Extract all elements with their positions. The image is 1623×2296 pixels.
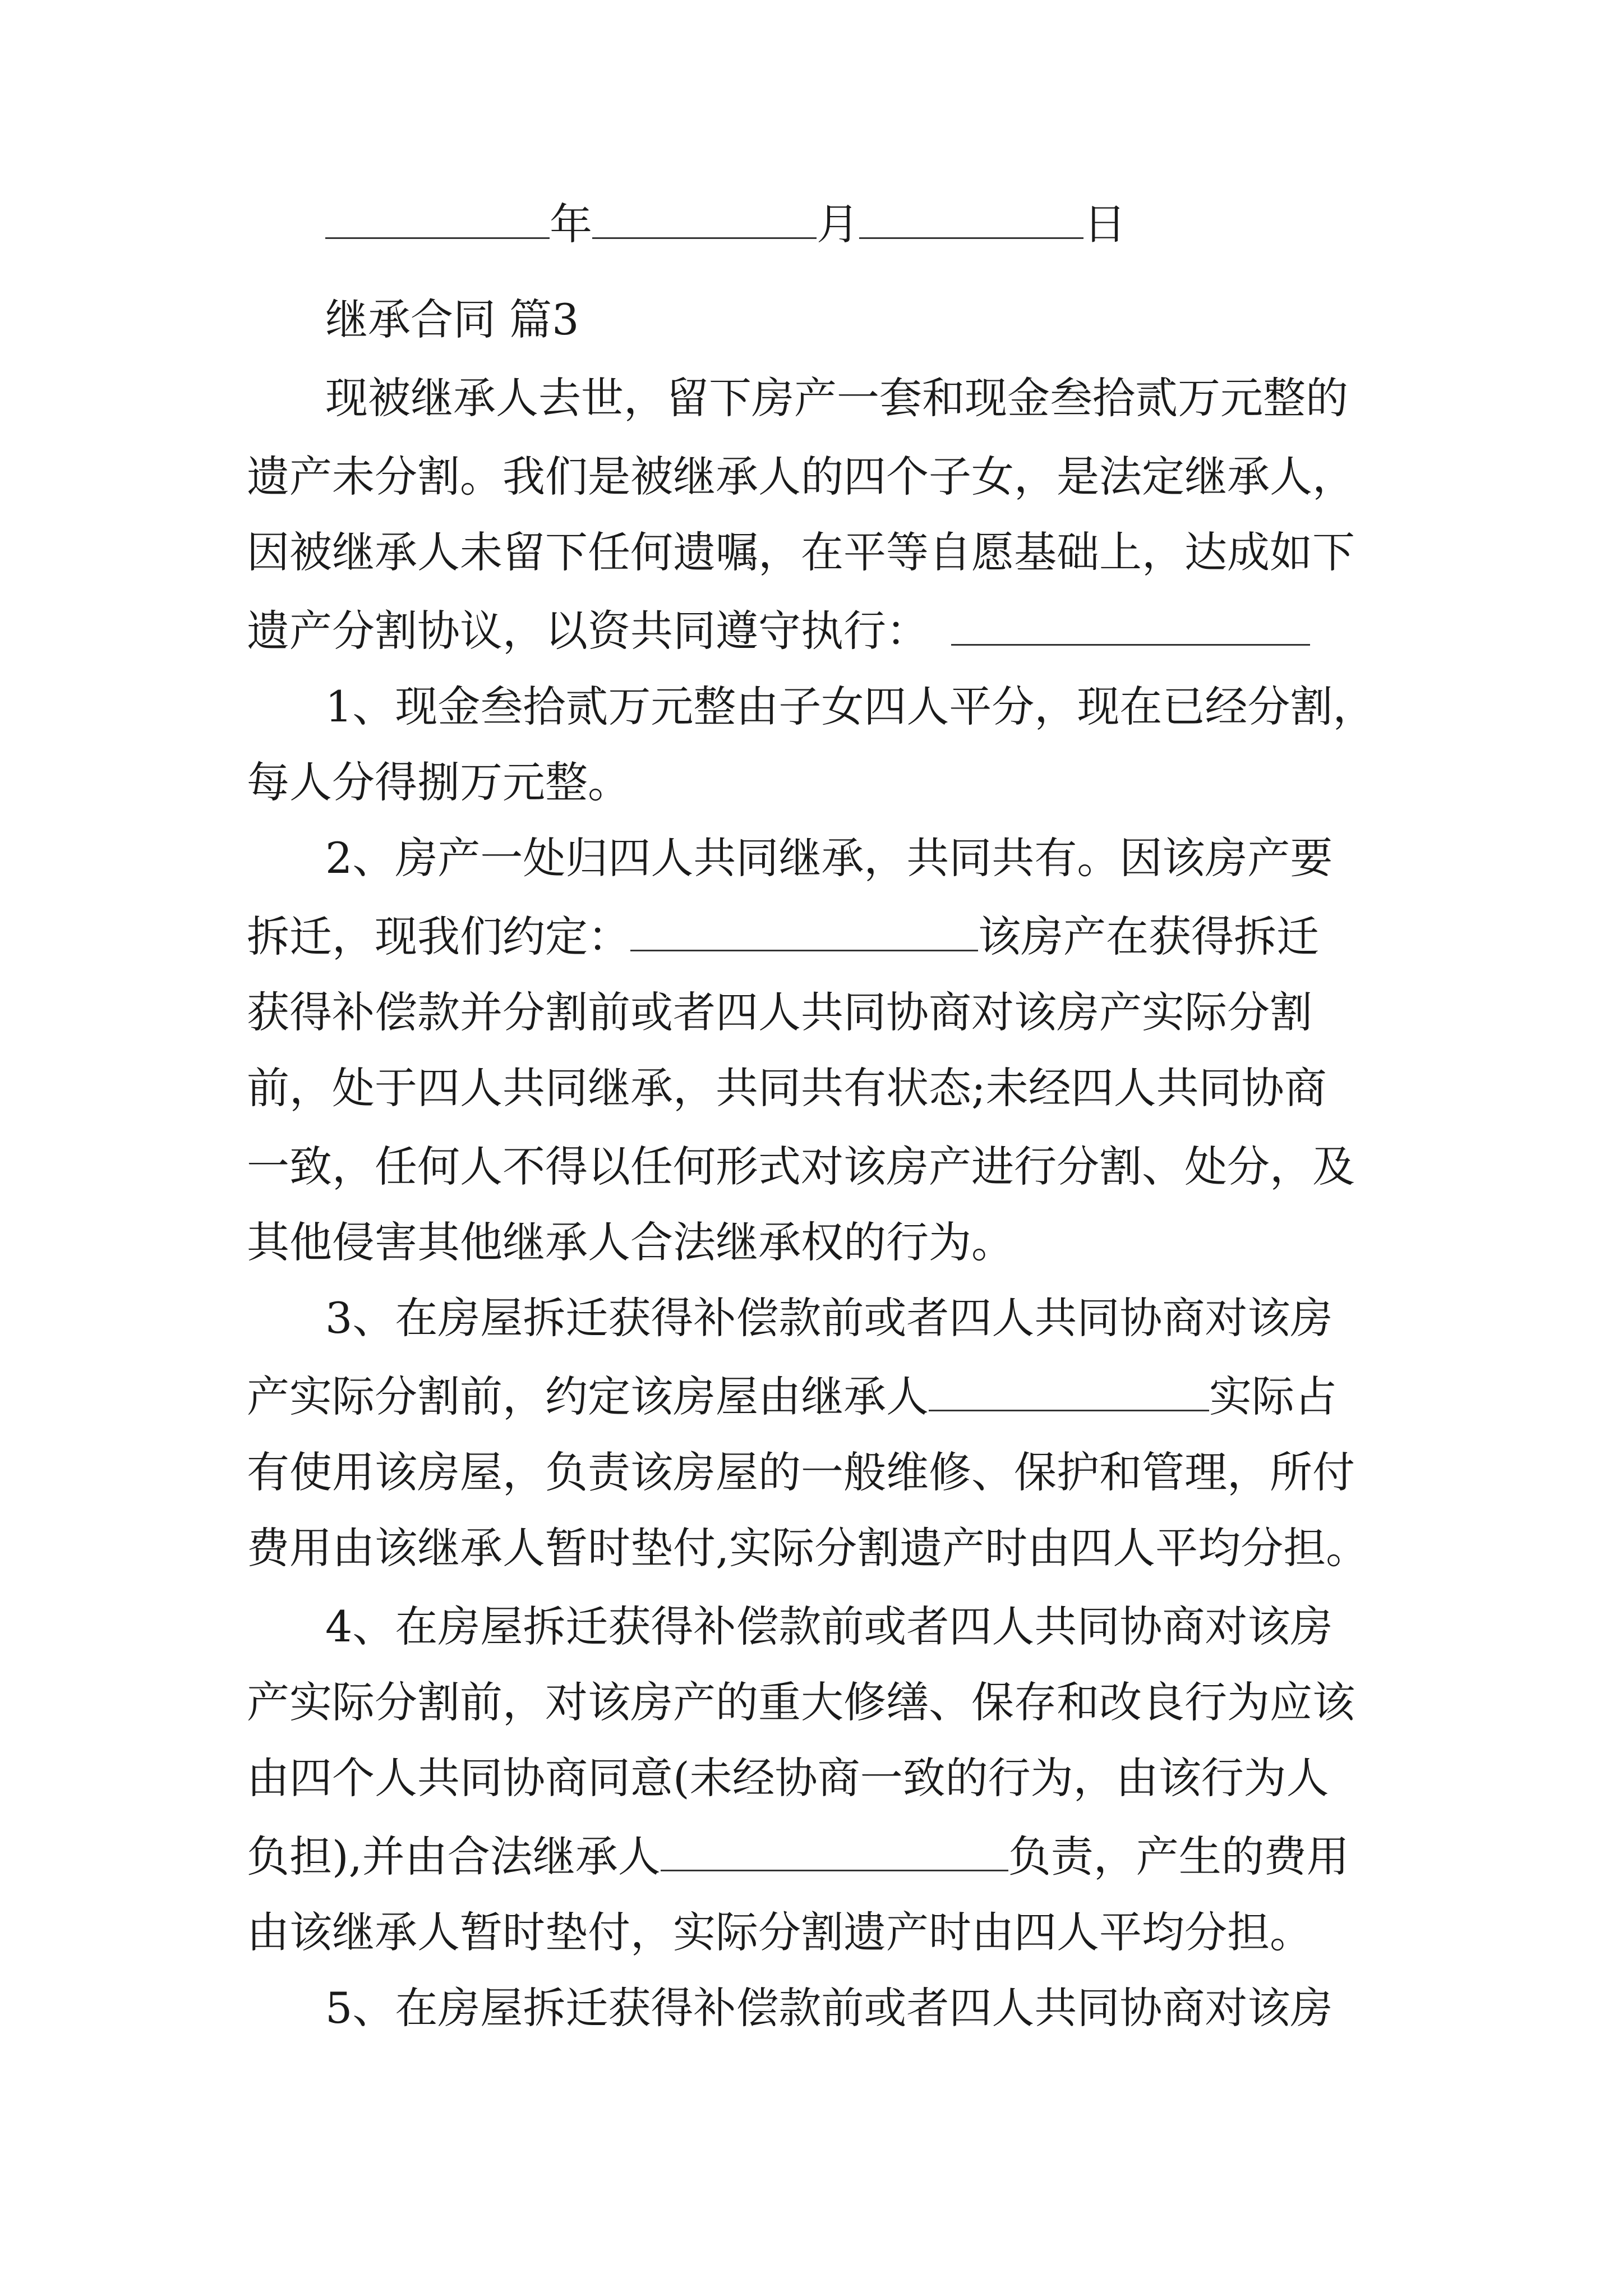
year-blank[interactable] xyxy=(325,203,550,239)
item4-line-2: 产实际分割前，对该房产的重大修缮、保存和改良行为应该 xyxy=(247,1677,1355,1727)
item3-line-2b: 实际占 xyxy=(1209,1372,1337,1421)
date-line xyxy=(325,196,1458,252)
item2-line-3: 获得补偿款并分割前或者四人共同协商对该房产实际分割 xyxy=(247,987,1312,1037)
item3-line-4: 费用由该继承人暂时垫付,实际分割遗产时由四人平均分担。 xyxy=(247,1523,1369,1573)
item2-line-4: 前，处于四人共同继承，共同共有状态;未经四人共同协商 xyxy=(247,1063,1327,1113)
intro-blank[interactable] xyxy=(951,609,1310,646)
item4-line-5: 由该继承人暂时垫付，实际分割遗产时由四人平均分担。 xyxy=(247,1907,1312,1957)
item4-line-4a: 负担),并由合法继承人 xyxy=(247,1832,661,1881)
day-blank[interactable] xyxy=(859,203,1083,239)
month-label: 月 xyxy=(817,199,859,249)
item2-line-6: 其他侵害其他继承人合法继承权的行为。 xyxy=(247,1217,1014,1267)
item5-line-1: 5、在房屋拆迁获得补偿款前或者四人共同协商对该房 xyxy=(325,1983,1333,2033)
item2-line-5: 一致，任何人不得以任何形式对该房产进行分割、处分，及 xyxy=(247,1142,1355,1191)
intro-line-4-text: 遗产分割协议，以资共同遵守执行： xyxy=(247,606,929,656)
item2-blank[interactable] xyxy=(630,915,978,951)
item3-line-2 xyxy=(247,1369,1380,1425)
item1-line-2: 每人分得捌万元整。 xyxy=(247,757,630,807)
item3-blank[interactable] xyxy=(929,1375,1209,1411)
item4-blank[interactable] xyxy=(661,1835,1008,1871)
day-label: 日 xyxy=(1083,199,1126,249)
item4-line-3: 由四个人共同协商同意(未经协商一致的行为，由该行为人 xyxy=(247,1753,1329,1803)
item4-line-4b: 负责，产生的费用 xyxy=(1008,1832,1349,1881)
item3-line-1: 3、在房屋拆迁获得补偿款前或者四人共同协商对该房 xyxy=(325,1293,1333,1343)
year-label: 年 xyxy=(550,199,592,249)
item4-line-4 xyxy=(247,1829,1380,1885)
item2-line-2a: 拆迁，现我们约定： xyxy=(247,912,630,961)
intro-line-3: 因被继承人未留下任何遗嘱，在平等自愿基础上，达成如下 xyxy=(247,527,1355,577)
intro-line-2: 遗产未分割。我们是被继承人的四个子女，是法定继承人， xyxy=(247,452,1355,501)
item3-line-3: 有使用该房屋，负责该房屋的一般维修、保护和管理，所付 xyxy=(247,1447,1355,1497)
item2-line-1: 2、房产一处归四人共同继承，共同共有。因该房产要 xyxy=(325,833,1333,883)
item1-line-1: 1、现金叁拾贰万元整由子女四人平分，现在已经分割， xyxy=(325,682,1376,731)
item2-line-2b: 该房产在获得拆迁 xyxy=(978,912,1319,961)
item2-line-2 xyxy=(247,909,1380,965)
month-blank[interactable] xyxy=(592,203,817,239)
intro-line-1: 现被继承人去世，留下房产一套和现金叁拾贰万元整的 xyxy=(325,373,1348,423)
contract-heading: 继承合同 篇3 xyxy=(325,295,579,344)
intro-line-4 xyxy=(247,603,1380,659)
item4-line-1: 4、在房屋拆迁获得补偿款前或者四人共同协商对该房 xyxy=(325,1602,1333,1651)
item3-line-2a: 产实际分割前，约定该房屋由继承人 xyxy=(247,1372,929,1421)
